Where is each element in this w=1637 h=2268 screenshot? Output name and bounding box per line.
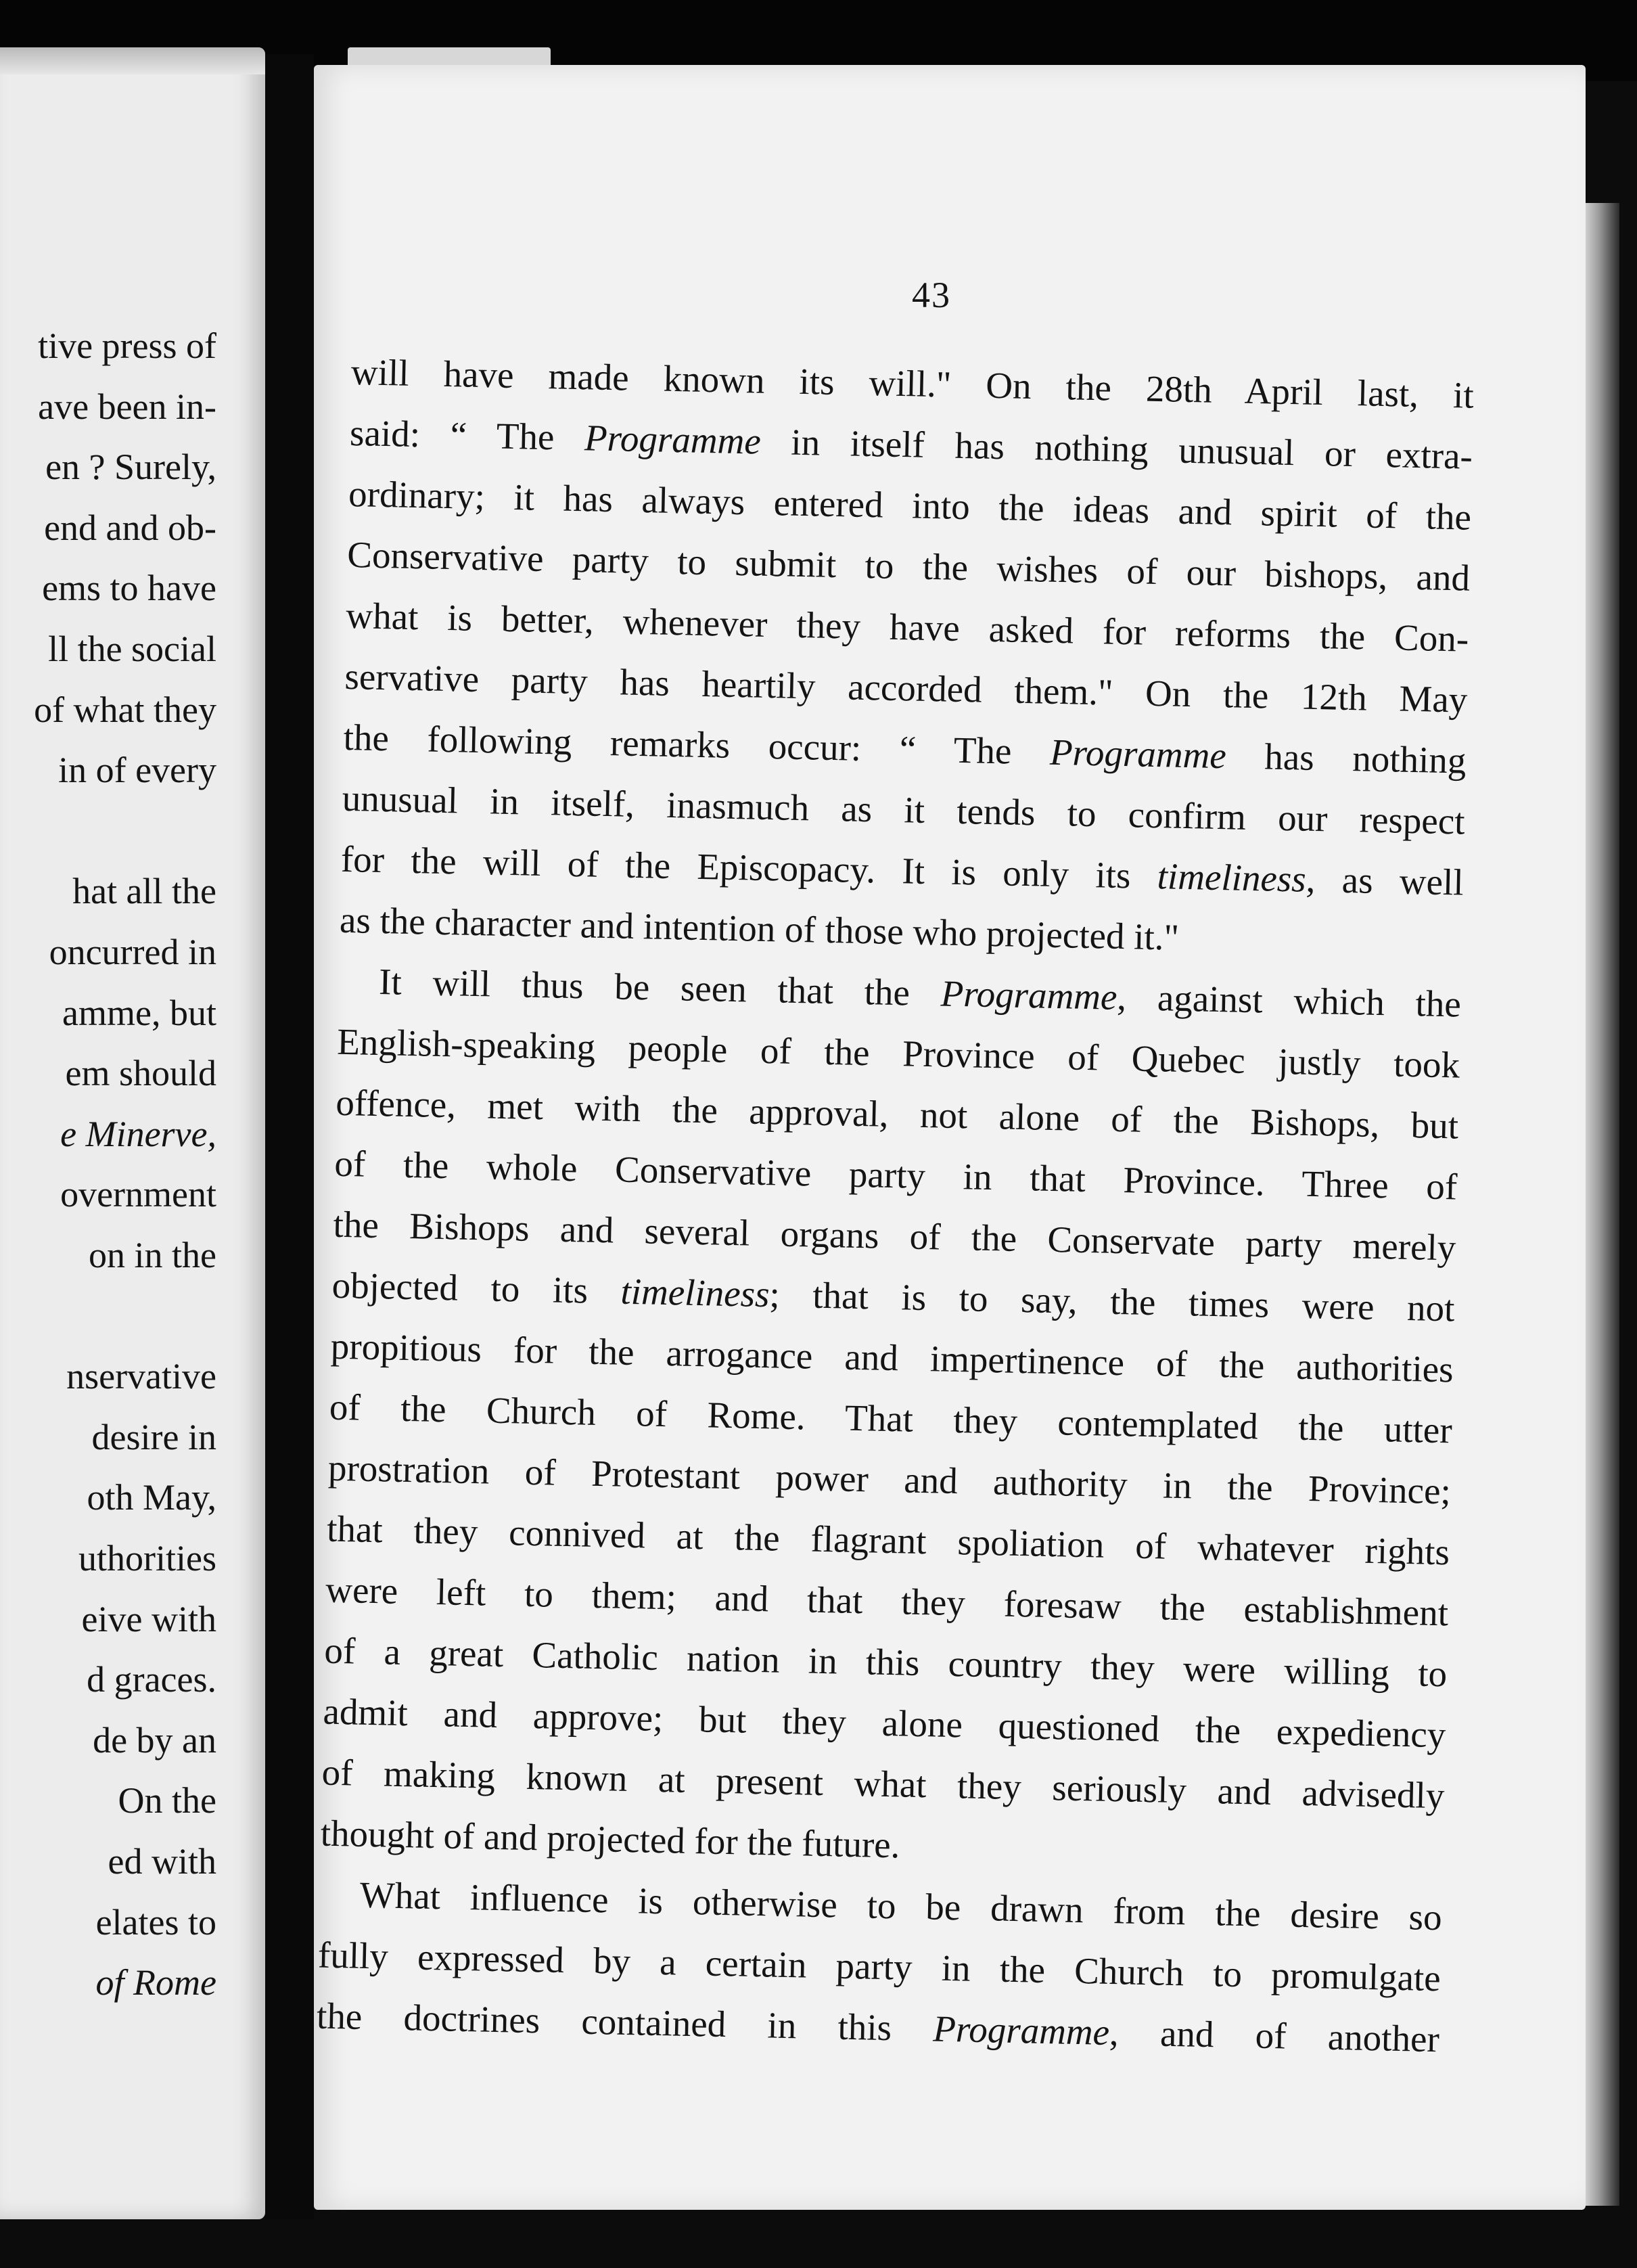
text-line: It will thus be seen that the Programme, against which the — [378, 961, 1462, 1025]
left-page-line: em should — [65, 1053, 216, 1094]
text-line: servative party has heartily accorded them." On the 12th May — [344, 655, 1468, 721]
italic-term: Programme — [940, 972, 1118, 1018]
left-page-line: tive press of — [38, 325, 216, 366]
left-page-line: oncurred in — [49, 932, 216, 972]
page-number: 43 — [912, 275, 951, 315]
left-page-line: On the — [118, 1780, 216, 1821]
left-page-line: elates to — [95, 1901, 216, 1943]
left-page-line: end and ob- — [44, 507, 216, 548]
text-line: will have made known its will." On the 28th April last, it — [350, 350, 1475, 416]
text-line: as the character and intention of those who projected it." — [339, 899, 1180, 958]
text-line: ordinary; it has always entered into the ideas and spirit of the — [348, 472, 1472, 538]
text-line: propitious for the arrogance and impertinence of the authorities — [330, 1325, 1454, 1390]
text-line: were left to them; and that they foresaw the establishment — [325, 1568, 1449, 1634]
text-line: the Bishops and several organs of the Conservate party merely — [333, 1203, 1456, 1269]
text-line: what is better, whenever they have asked for reforms the Con- — [345, 594, 1469, 660]
left-page-text — [0, 47, 257, 2213]
text-line: admit and approve; but they alone questioned the expediency — [322, 1690, 1446, 1756]
italic-term: Programme — [584, 417, 762, 462]
left-page-line: overnment — [60, 1174, 216, 1215]
left-page-line: amme, but — [62, 992, 216, 1033]
left-page-line: ll the social — [48, 629, 216, 669]
left-page-line: de by an — [93, 1719, 216, 1761]
left-page-line: desire in — [91, 1416, 216, 1457]
text-line: offence, met with the approval, not alone of the Bishops, but — [335, 1081, 1459, 1147]
left-page-line: ave been in- — [38, 386, 216, 427]
left-page-line: nservative — [66, 1356, 216, 1397]
book-gutter — [265, 54, 314, 2219]
left-page-line: of Rome — [95, 1962, 216, 2003]
text-line: for the will of the Episcopacy. It is only its timeliness, as well — [340, 838, 1465, 903]
text-line: the doctrines contained in this Programme, and of another — [316, 1995, 1440, 2060]
italic-term: Programme — [1049, 731, 1227, 777]
text-line: Conservative party to submit to the wishes of our bishops, and — [346, 533, 1471, 599]
left-page-line: ed with — [108, 1841, 216, 1882]
text-line: unusual in itself, inasmuch as it tends to confirm our respect — [342, 777, 1466, 842]
text-line: What influence is otherwise to be drawn from the desire so — [359, 1874, 1443, 1938]
left-page-line: d graces. — [87, 1659, 216, 1700]
left-page-line: on in the — [89, 1235, 216, 1275]
left-page-line: in of every — [58, 750, 216, 791]
text-line: the following remarks occur: “ The Programme has nothing — [343, 716, 1467, 781]
left-page-line: oth May, — [87, 1477, 216, 1518]
text-line: that they connived at the flagrant spoliation of whatever rights — [326, 1507, 1450, 1573]
text-line: fully expressed by a certain party in the Church to promulgate — [317, 1934, 1442, 1999]
left-page-line: uthorities — [78, 1538, 216, 1579]
text-line: said: “ The Programme in itself has nothing unusual or extra- — [349, 411, 1473, 477]
text-line: of making known at present what they seriously and advisedly — [321, 1751, 1445, 1817]
italic-term: timeliness — [1157, 855, 1307, 900]
italic-term: timeliness — [620, 1270, 770, 1315]
left-page-line: e Minerve, — [60, 1113, 216, 1154]
text-line: of a great Catholic nation in this country they were willing to — [323, 1629, 1448, 1695]
text-line: English-speaking people of the Province of Quebec justly took — [336, 1020, 1460, 1086]
text-line: of the Church of Rome. That they contemplated the utter — [329, 1386, 1453, 1451]
left-page-line: en ? Surely, — [45, 447, 216, 488]
text-line: prostration of Protestant power and authority in the Province; — [327, 1447, 1452, 1512]
body-text — [316, 342, 1474, 2070]
italic-term: Programme — [932, 2008, 1110, 2053]
text-line: of the whole Conservative party in that Province. Three of — [333, 1142, 1458, 1208]
text-line: thought of and projected for the future. — [320, 1812, 901, 1866]
text-line: objected to its timeliness; that is to say, the times were not — [331, 1264, 1456, 1330]
left-page-line: of what they — [34, 689, 216, 730]
left-page-line: hat all the — [72, 871, 216, 912]
left-page-line: ems to have — [42, 568, 216, 609]
page-stack-edge — [1586, 203, 1619, 2206]
left-page-line: eive with — [81, 1598, 216, 1639]
